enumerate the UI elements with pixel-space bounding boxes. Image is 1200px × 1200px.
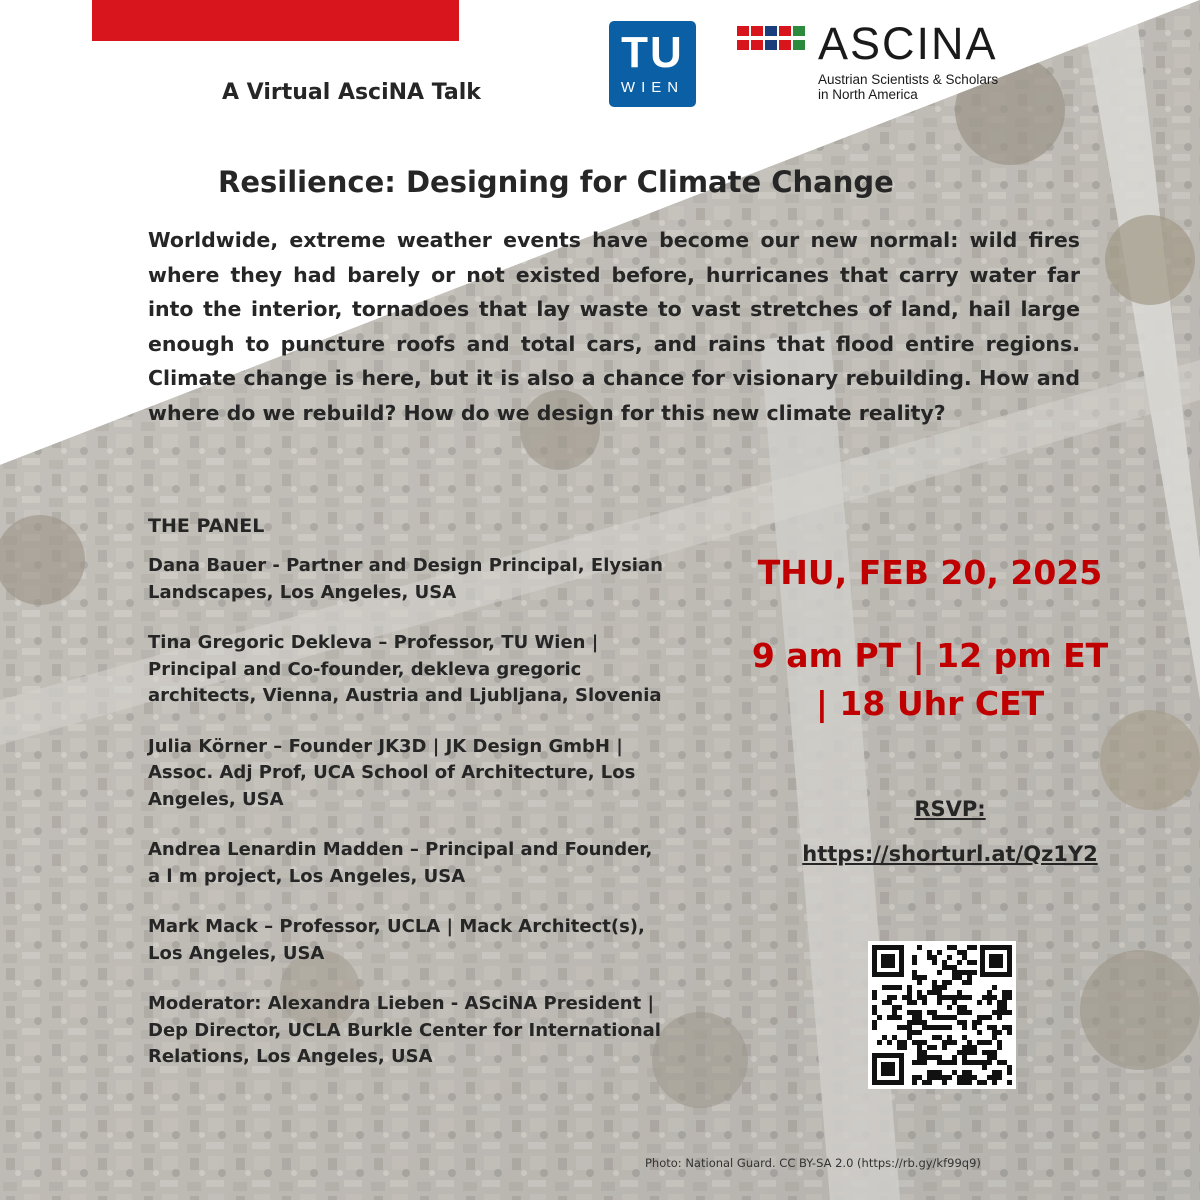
panel-list [148, 515, 668, 1095]
panel-member: Dana Bauer - Partner and Design Principal, Elysian Landscapes, Los Angeles, USA [148, 555, 663, 603]
event-time [690, 632, 1170, 728]
panel-member: Julia Körner – Founder JK3D | JK Design GmbH | Assoc. Adj Prof, UCA School of Architecture, Los Angeles, USA [148, 735, 636, 810]
ascina-logo [737, 18, 1037, 114]
ascina-wordmark: ASCINA [818, 18, 998, 69]
qr-code-icon[interactable] [868, 941, 1016, 1089]
talk-title: Resilience: Designing for Climate Change [218, 165, 894, 199]
event-date: THU, FEB 20, 2025 [757, 553, 1103, 592]
tu-logo-text: TU [621, 28, 684, 77]
talk-description: Worldwide, extreme weather events have become our new normal: wild fires where they had barely or not existed before, hurricanes that carry water far into the interior, tornadoes that lay waste to vast stretches of land, hail large enough to puncture roofs and total cars, and rains that flood entire regions. Climate change is here, but it is also a chance for visionary rebuilding. How and where do we rebuild? How do we design for this new climate reality? [148, 228, 1080, 425]
event-kicker: A Virtual AsciNA Talk [222, 80, 481, 105]
panel-member: Andrea Lenardin Madden – Principal and Founder, a l m project, Los Angeles, USA [148, 839, 653, 887]
event-time-line-1: 9 am PT | 12 pm ET [751, 636, 1109, 675]
ascina-tagline-line-1: Austrian Scientists & Scholars [818, 72, 999, 87]
ascina-tagline [818, 72, 998, 102]
rsvp-label: RSVP: [914, 797, 986, 821]
panel-member: Mark Mack – Professor, UCLA | Mack Architect(s), Los Angeles, USA [148, 916, 645, 964]
photo-credit: Photo: National Guard. CC BY-SA 2.0 (https://rb.gy/kf99q9) [645, 1156, 981, 1170]
panel-heading: THE PANEL [148, 515, 265, 537]
ascina-flag-mark-icon [737, 26, 807, 64]
ascina-tagline-line-2: in North America [818, 87, 918, 102]
panel-member: Tina Gregoric Dekleva – Professor, TU Wien | Principal and Co-founder, dekleva gregoric architects, Vienna, Austria and Ljubljana, Slovenia [148, 632, 662, 706]
rsvp-link[interactable]: https://shorturl.at/Qz1Y2 [802, 842, 1098, 866]
event-time-line-2: | 18 Uhr CET [815, 684, 1045, 723]
wien-logo-text: WIEN [620, 79, 685, 96]
tu-wien-logo [609, 21, 696, 107]
panel-moderator: Moderator: Alexandra Lieben - ASciNA President | Dep Director, UCLA Burkle Center for International Relations, Los Angeles, USA [148, 993, 661, 1067]
red-accent-bar [92, 0, 459, 41]
